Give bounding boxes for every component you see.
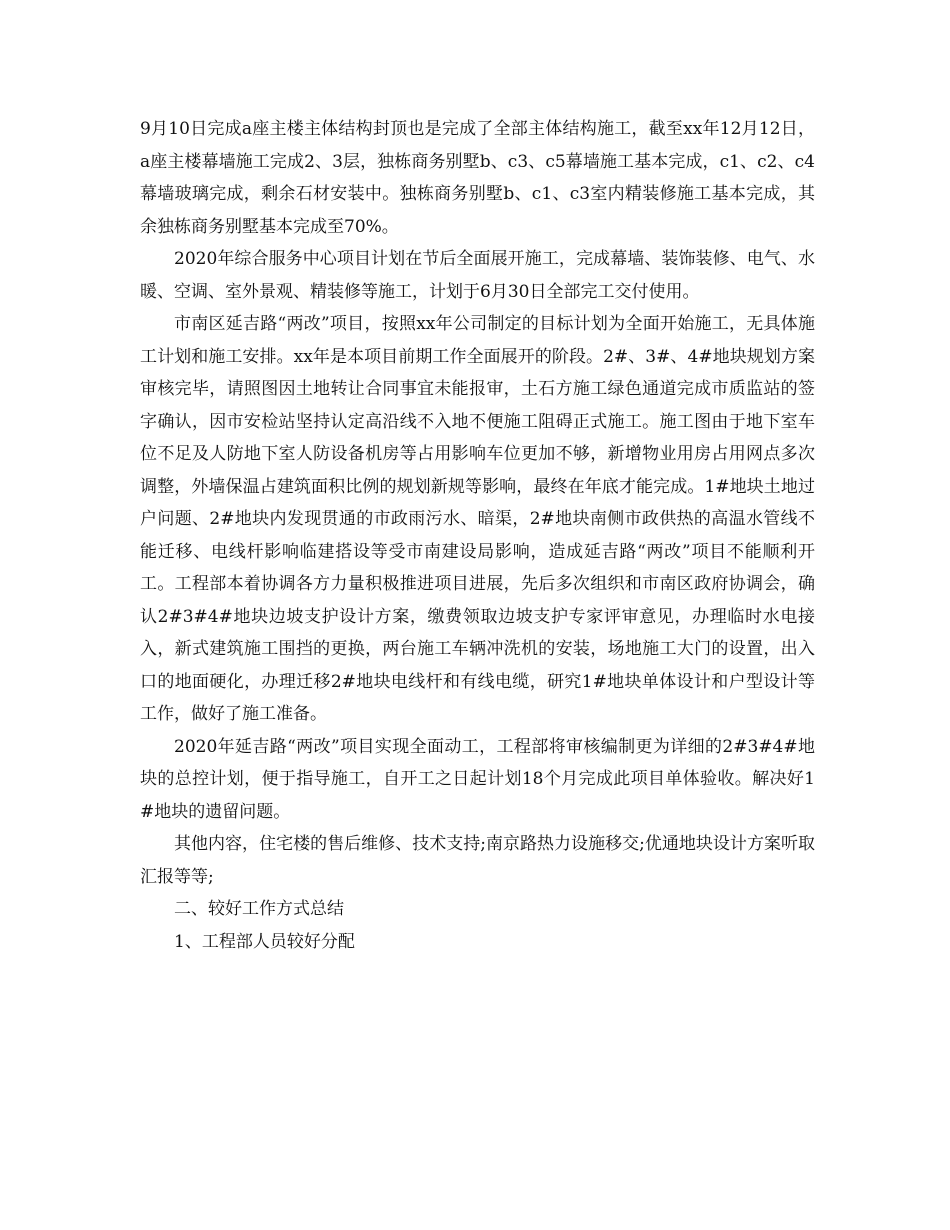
subsection-heading: 1、工程部人员较好分配 — [174, 931, 355, 952]
document-page — [140, 113, 815, 958]
paragraph-other-content: 其他内容，住宅楼的售后维修、技术支持;南京路热力设施移交;优通地块设计方案听取汇报等等; — [140, 834, 815, 887]
paragraph-yanji-road-plan: 2020年延吉路“两改”项目实现全面动工，工程部将审核编制更为详细的2#3#4#地块的总控计划，便于指导施工，自开工之日起计划18个月完成此项目单体验收。解决好1#地块的遗留问题。 — [140, 736, 815, 822]
paragraph-construction-progress: 9月10日完成a座主楼主体结构封顶也是完成了全部主体结构施工，截至xx年12月12日，a座主楼幕墙施工完成2、3层，独栋商务别墅b、c3、c5幕墙施工基本完成，c1、c2、c4幕墙玻璃完成，剩余石材安装中。独栋商务别墅b、c1、c3室内精装修施工基本完成，其余独栋商务别墅基本完成至70%。 — [140, 119, 815, 237]
section-heading: 二、较好工作方式总结 — [174, 899, 344, 919]
paragraph-service-center-plan: 2020年综合服务中心项目计划在节后全面展开施工，完成幕墙、装饰装修、电气、水暖、空调、室外景观、精装修等施工，计划于6月30日全部完工交付使用。 — [140, 249, 815, 302]
paragraph-yanji-road-project: 市南区延吉路“两改”项目，按照xx年公司制定的目标计划为全面开始施工，无具体施工计划和施工安排。xx年是本项目前期工作全面展开的阶段。2#、3#、4#地块规划方案审核完毕，请照图因土地转让合同事宜未能报审，土石方施工绿色通道完成市质监站的签字确认，因市安检站坚持认定高沿线不入地不便施工阻碍正式施工。施工图由于地下室车位不足及人防地下室人防设备机房等占用影响车位更加不够，新增物业用房占用网点多次调整，外墙保温占建筑面积比例的规划新规等影响，最终在年底才能完成。1#地块土地过户问题、2#地块内发现贯通的市政雨污水、暗渠，2#地块南侧市政供热的高温水管线不能迁移、电线杆影响临建搭设等受市南建设局影响，造成延吉路“两改”项目不能顺利开工。工程部本着协调各方力量积极推进项目进展，先后多次组织和市南区政府协调会，确认2#3#4#地块边坡支护设计方案，缴费领取边坡支护专家评审意见，办理临时水电接入，新式建筑施工围挡的更换，两台施工车辆冲洗机的安装，场地施工大门的设置，出入口的地面硬化，办理迁移2#地块电线杆和有线电缆，研究1#地块单体设计和户型设计等工作，做好了施工准备。 — [140, 314, 815, 724]
